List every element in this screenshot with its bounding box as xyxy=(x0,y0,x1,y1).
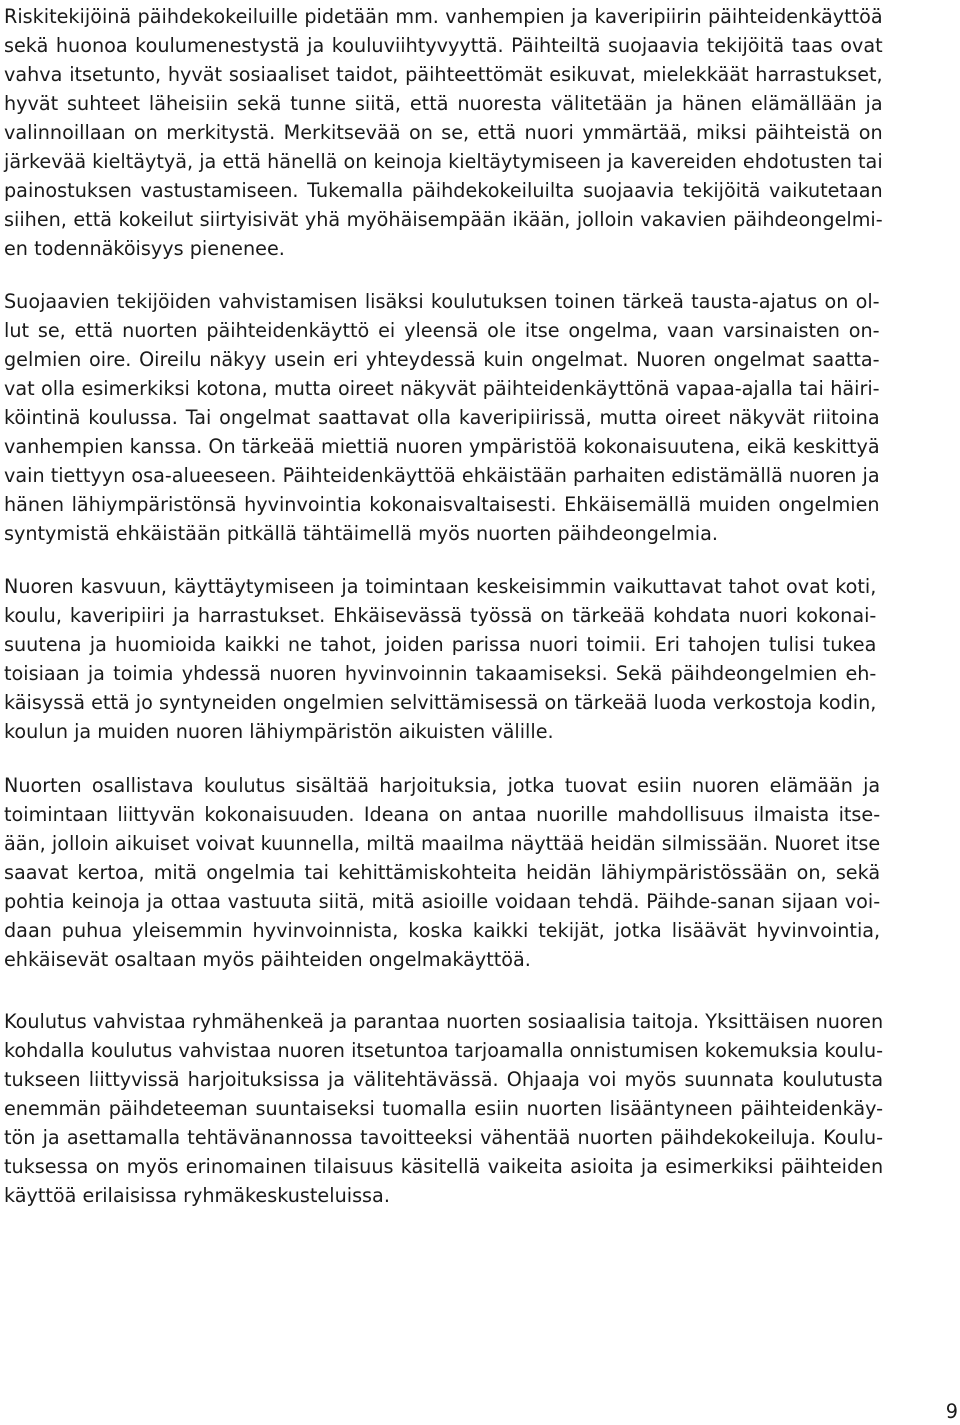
text-line: Nuorten osallistava koulutus sisältää harjoituksia, jotka tuovat esiin nuoren elämään ja xyxy=(4,774,881,797)
text-line: syntymistä ehkäistään pitkällä tähtäimellä myös nuorten päihdeongelmia. xyxy=(4,522,718,545)
text-line: tukseen liittyvissä harjoituksissa ja välitehtävässä. Ohjaaja voi myös suunnata koulutusta xyxy=(4,1068,884,1091)
paragraph-networks xyxy=(4,572,876,746)
text-line: hyvät suhteet läheisiin sekä tunne siitä, että nuoresta välitetään ja hänen elämällään ja xyxy=(4,92,883,115)
text-line: koulu, kaveripiiri ja harrastukset. Ehkäisevässä työssä on tärkeää kohdata nuori kokonai- xyxy=(4,604,877,627)
page-number: 9 xyxy=(945,1400,958,1423)
text-line: suutena ja huomioida kaikki ne tahot, joiden parissa nuori toimii. Eri tahojen tulisi tukea xyxy=(4,633,877,656)
text-line: pohtia keinoja ja ottaa vastuuta siitä, mitä asioille voidaan tehdä. Päihde-sanan sijaan voi- xyxy=(4,890,881,913)
text-line: toimintaan liittyvän kokonaisuuden. Ideana on antaa nuorille mahdollisuus ilmaista itse- xyxy=(4,803,881,826)
text-line: Riskitekijöinä päihdekokeiluille pidetään mm. vanhempien ja kaveripiirin päihteidenkäyttöä xyxy=(4,5,883,28)
text-line: en todennäköisyys pienenee. xyxy=(4,237,285,260)
paragraph-risk-factors xyxy=(4,2,883,263)
text-line: gelmien oire. Oireilu näkyy usein eri yhteydessä kuin ongelmat. Nuoren ongelmat saatta- xyxy=(4,348,880,371)
text-line: vat olla esimerkiksi kotona, mutta oireet näkyvät päihteidenkäyttönä vapaa-ajalla tai häiri- xyxy=(4,377,880,400)
text-line: käisyssä että jo syntyneiden ongelmien selvittämisessä on tärkeää luoda verkostoja kodin, xyxy=(4,691,877,714)
text-line: järkevää kieltäytyä, ja että hänellä on keinoja kieltäytymiseen ja kavereiden ehdotusten tai xyxy=(4,150,883,173)
text-line: hänen lähiympäristönsä hyvinvointia kokonaisvaltaisesti. Ehkäisemällä muiden ongelmien xyxy=(4,493,880,516)
text-line: käyttöä erilaisissa ryhmäkeskusteluissa. xyxy=(4,1184,390,1207)
text-line: enemmän päihdeteeman suuntaiseksi tuomalla esiin nuorten lisääntyneen päihteidenkäy- xyxy=(4,1097,884,1120)
text-line: ään, jolloin aikuiset voivat kuunnella, miltä maailma näyttää heidän silmissään. Nuoret itse xyxy=(4,832,881,855)
text-line: valinnoillaan on merkitystä. Merkitsevää on se, että nuori ymmärtää, miksi päihteistä on xyxy=(4,121,883,144)
text-line: toisiaan ja toimia yhdessä nuoren hyvinvoinnin takaamiseksi. Sekä päihdeongelmien eh- xyxy=(4,662,877,685)
text-line: daan puhua yleisemmin hyvinvoinnista, koska kaikki tekijät, jotka lisäävät hyvinvointia, xyxy=(4,919,881,942)
text-line: saavat kertoa, mitä ongelmia tai kehittämiskohteita heidän lähiympäristössään on, sekä xyxy=(4,861,881,884)
text-line: painostuksen vastustamiseen. Tukemalla päihdekokeiluilta suojaavia tekijöitä vaikutetaan xyxy=(4,179,883,202)
text-line: koulun ja muiden nuoren lähiympäristön aikuisten välille. xyxy=(4,720,554,743)
text-line: Koulutus vahvistaa ryhmähenkeä ja parantaa nuorten sosiaalisia taitoja. Yksittäisen nuoren xyxy=(4,1010,884,1033)
text-line: Nuoren kasvuun, käyttäytymiseen ja toimintaan keskeisimmin vaikuttavat tahot ovat koti, xyxy=(4,575,877,598)
text-line: ehkäisevät osaltaan myös päihteiden ongelmakäyttöä. xyxy=(4,948,531,971)
text-line: Suojaavien tekijöiden vahvistamisen lisäksi koulutuksen toinen tärkeä tausta-ajatus on ol- xyxy=(4,290,880,313)
text-line: vanhempien kanssa. On tärkeää miettiä nuoren ympäristöä kokonaisuutena, eikä keskittyä xyxy=(4,435,880,458)
text-line: tuksessa on myös erinomainen tilaisuus käsitellä vaikeita asioita ja esimerkiksi päihteiden xyxy=(4,1155,884,1178)
text-line: tön ja asettamalla tehtävänannossa tavoitteeksi vähentää nuorten päihdekokeiluja. Koulu- xyxy=(4,1126,884,1149)
text-line: lut se, että nuorten päihteidenkäyttö ei yleensä ole itse ongelma, vaan varsinaisten on- xyxy=(4,319,880,342)
paragraph-participatory-training xyxy=(4,771,880,974)
text-line: siihen, että kokeilut siirtyisivät yhä myöhäisempään ikään, jolloin vakavien päihdeongelmi- xyxy=(4,208,883,231)
text-line: kohdalla koulutus vahvistaa nuoren itsetuntoa tarjoamalla onnistumisen kokemuksia koulu- xyxy=(4,1039,884,1062)
text-line: köintinä koulussa. Tai ongelmat saattavat olla kaveripiirissä, mutta oireet näkyvät riitoina xyxy=(4,406,880,429)
text-line: vain tiettyyn osa-alueeseen. Päihteidenkäyttöä ehkäistään parhaiten edistämällä nuoren ja xyxy=(4,464,880,487)
paragraph-group-spirit xyxy=(4,1007,883,1210)
paragraph-symptoms xyxy=(4,287,880,548)
text-line: sekä huonoa koulumenestystä ja kouluviihtyvyyttä. Päihteiltä suojaavia tekijöitä taas ovat xyxy=(4,34,883,57)
text-line: vahva itsetunto, hyvät sosiaaliset taidot, päihteettömät esikuvat, mielekkäät harrastukset, xyxy=(4,63,883,86)
